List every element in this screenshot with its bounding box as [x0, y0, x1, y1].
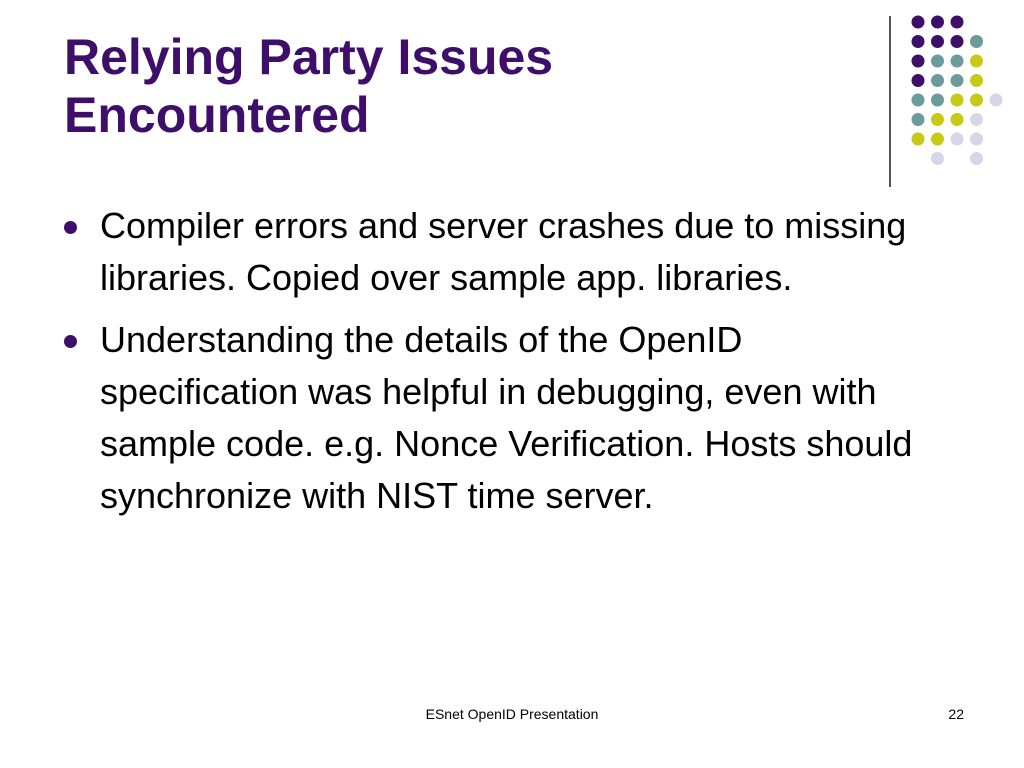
decorative-dot-lavender — [931, 152, 944, 165]
decorative-dot-purple — [912, 16, 925, 29]
decorative-dot-teal — [931, 55, 944, 68]
decorative-dot-lavender — [970, 113, 983, 126]
vertical-divider — [889, 16, 891, 187]
decorative-dot-yellow — [912, 133, 925, 146]
slide-title — [64, 28, 844, 144]
decorative-dot-purple — [912, 35, 925, 48]
decorative-dot-lavender — [970, 133, 983, 146]
bullet-text: Understanding the details of the OpenID specification was helpful in debugging, even with sample code. e.g. Nonce Verification. Hosts should synchronize with NIST time server. — [100, 319, 913, 516]
bullet-text: Compiler errors and server crashes due to missing libraries. Copied over sample app. libraries. — [100, 205, 907, 298]
decorative-dot-yellow — [931, 113, 944, 126]
decorative-dot-yellow — [970, 94, 983, 107]
decorative-dot-yellow — [951, 94, 964, 107]
slide-title-line-2: Encountered — [64, 87, 370, 143]
decorative-dot-teal — [970, 35, 983, 48]
decorative-dot-yellow — [951, 113, 964, 126]
page-number: 22 — [948, 706, 964, 722]
decorative-dot-yellow — [931, 133, 944, 146]
decorative-dot-yellow — [970, 55, 983, 68]
decorative-dot-yellow — [970, 74, 983, 87]
footer-presentation-name: ESnet OpenID Presentation — [425, 706, 599, 722]
decorative-dot-teal — [951, 55, 964, 68]
decorative-dot-teal — [931, 74, 944, 87]
decorative-dot-purple — [951, 16, 964, 29]
decorative-dot-lavender — [970, 152, 983, 165]
decorative-dot-lavender — [990, 94, 1003, 107]
decorative-dot-purple — [931, 16, 944, 29]
bullet-list — [62, 200, 942, 532]
bullet-item — [62, 200, 942, 304]
decorative-dot-purple — [931, 35, 944, 48]
decorative-dot-teal — [912, 113, 925, 126]
decorative-dot-teal — [931, 94, 944, 107]
decorative-dot-purple — [912, 55, 925, 68]
bullet-dot-icon — [64, 335, 77, 348]
bullet-item — [62, 314, 942, 522]
decorative-dot-lavender — [951, 133, 964, 146]
decorative-dot-purple — [951, 35, 964, 48]
slide-title-line-1: Relying Party Issues — [64, 29, 554, 85]
decorative-dot-teal — [912, 94, 925, 107]
decorative-dot-teal — [951, 74, 964, 87]
bullet-dot-icon — [64, 221, 77, 234]
decorative-dot-purple — [912, 74, 925, 87]
